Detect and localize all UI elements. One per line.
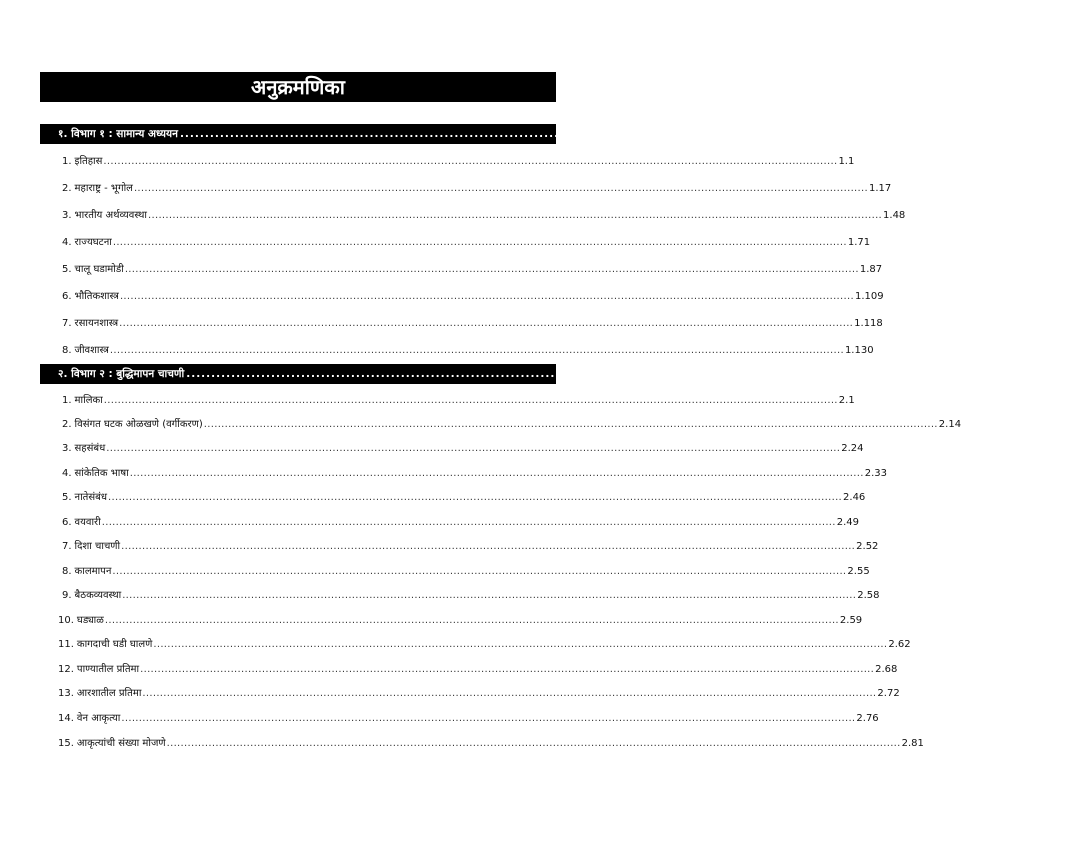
- entry-page: 1.17: [868, 183, 892, 194]
- entry-page: 1.48: [883, 210, 906, 221]
- entry-label: बैठकव्यवस्था: [74, 590, 122, 601]
- toc-entry[interactable]: [62, 418, 962, 432]
- entry-label: कागदाची घडी घालणे: [76, 639, 153, 650]
- toc-entry[interactable]: [58, 638, 911, 652]
- section-pages: 2.1 – 2.84: [1026, 368, 1079, 380]
- leader-dots: [112, 565, 846, 579]
- toc-entry[interactable]: [58, 737, 924, 751]
- entry-page: 2.33: [864, 468, 887, 479]
- toc-entry[interactable]: [62, 209, 906, 223]
- toc-entry[interactable]: [62, 182, 892, 196]
- leader-dots: [125, 263, 859, 277]
- entry-label: जीवशास्त्र: [74, 345, 109, 356]
- entry-label: पाण्यातील प्रतिमा: [76, 664, 140, 675]
- entry-number: 14.: [58, 713, 74, 724]
- entry-page: 1.109: [854, 291, 884, 302]
- toc-entry[interactable]: [62, 290, 884, 304]
- section-title: २. विभाग २ : बुद्धिमापन चाचणी: [58, 368, 185, 380]
- toc-entry[interactable]: [62, 394, 855, 408]
- leader-dots: [110, 344, 844, 358]
- toc-entry[interactable]: [62, 589, 880, 603]
- entry-number: 11.: [58, 639, 74, 650]
- leader-dots: [180, 124, 1018, 144]
- entry-label: नातेसंबंध: [74, 492, 108, 503]
- leader-dots: [104, 394, 838, 408]
- section-header-1[interactable]: [40, 124, 1079, 144]
- entry-label: कालमापन: [74, 566, 112, 577]
- toc-entry[interactable]: [58, 614, 863, 628]
- entry-number: 2.: [62, 183, 72, 194]
- entry-label: भौतिकशास्त्र: [74, 291, 119, 302]
- entry-page: 1.130: [844, 345, 874, 356]
- entry-page: 1.87: [859, 264, 883, 275]
- entry-page: 2.72: [877, 688, 900, 699]
- entry-number: 4.: [62, 468, 72, 479]
- entry-number: 1.: [62, 395, 72, 406]
- entry-label: वेन आकृत्या: [76, 713, 121, 724]
- toc-entry[interactable]: [62, 540, 879, 554]
- entry-page: 2.76: [856, 713, 879, 724]
- leader-dots: [142, 687, 876, 701]
- page-title: अनुक्रमणिका: [40, 72, 556, 102]
- entry-page: 2.81: [901, 738, 924, 749]
- entry-page: 1.71: [847, 237, 871, 248]
- entry-number: 8.: [62, 345, 72, 356]
- leader-dots: [121, 540, 855, 554]
- leader-dots: [134, 182, 868, 196]
- entry-number: 6.: [62, 517, 72, 528]
- entry-label: मालिका: [74, 395, 103, 406]
- toc-entry[interactable]: [62, 442, 864, 456]
- entry-page: 2.55: [847, 566, 870, 577]
- leader-dots: [167, 737, 901, 751]
- leader-dots: [120, 290, 854, 304]
- leader-dots: [121, 712, 855, 726]
- entry-page: 1.118: [854, 318, 883, 329]
- leader-dots: [130, 467, 864, 481]
- entry-number: 6.: [62, 291, 72, 302]
- leader-dots: [148, 209, 882, 223]
- toc-entry[interactable]: [62, 467, 887, 481]
- entry-number: 2.: [62, 419, 72, 430]
- toc-entry[interactable]: [62, 263, 883, 277]
- entry-number: 5.: [62, 492, 72, 503]
- leader-dots: [140, 663, 874, 677]
- entry-label: इतिहास: [74, 156, 103, 167]
- toc-entry[interactable]: [62, 344, 874, 358]
- entry-page: 2.62: [888, 639, 911, 650]
- entry-number: 15.: [58, 738, 74, 749]
- entry-number: 3.: [62, 443, 72, 454]
- toc-entry[interactable]: [62, 565, 870, 579]
- section-pages: 1.1 – 1.150: [1020, 128, 1079, 140]
- entry-label: सांकेतिक भाषा: [74, 468, 129, 479]
- entry-number: 3.: [62, 210, 72, 221]
- entry-number: 7.: [62, 541, 72, 552]
- entry-label: भारतीय अर्थव्यवस्था: [74, 210, 148, 221]
- leader-dots: [204, 418, 938, 432]
- toc-entry[interactable]: [62, 236, 871, 250]
- leader-dots: [122, 589, 856, 603]
- leader-dots: [113, 236, 847, 250]
- toc-entry[interactable]: [62, 516, 860, 530]
- toc-entry[interactable]: [58, 712, 879, 726]
- toc-entry[interactable]: [62, 317, 883, 331]
- entry-label: राज्यघटना: [74, 237, 112, 248]
- toc-entry[interactable]: [62, 155, 855, 169]
- leader-dots: [108, 491, 842, 505]
- section-title: १. विभाग १ : सामान्य अध्ययन: [58, 128, 178, 140]
- entry-page: 2.14: [938, 419, 962, 430]
- entry-number: 4.: [62, 237, 72, 248]
- entry-number: 10.: [58, 615, 74, 626]
- entry-number: 7.: [62, 318, 72, 329]
- leader-dots: [105, 614, 839, 628]
- entry-number: 12.: [58, 664, 74, 675]
- leader-dots: [119, 317, 853, 331]
- entry-page: 2.59: [839, 615, 863, 626]
- entry-page: 2.52: [856, 541, 879, 552]
- toc-entry[interactable]: [58, 687, 900, 701]
- entry-label: आरशातील प्रतिमा: [76, 688, 142, 699]
- entry-number: 13.: [58, 688, 74, 699]
- entry-label: दिशा चाचणी: [74, 541, 121, 552]
- entry-page: 2.49: [836, 517, 860, 528]
- section-header-2[interactable]: [40, 364, 1079, 384]
- entry-label: रसायनशास्त्र: [74, 318, 119, 329]
- leader-dots: [102, 516, 836, 530]
- entry-number: 8.: [62, 566, 72, 577]
- entry-page: 2.46: [843, 492, 866, 503]
- toc-entry[interactable]: [62, 491, 866, 505]
- entry-number: 5.: [62, 264, 72, 275]
- entry-number: 9.: [62, 590, 72, 601]
- entry-label: आकृत्यांची संख्या मोजणे: [76, 738, 166, 749]
- entry-label: सहसंबंध: [74, 443, 106, 454]
- entry-page: 2.24: [841, 443, 864, 454]
- leader-dots: [103, 155, 837, 169]
- entry-label: महाराष्ट्र - भूगोल: [74, 183, 133, 194]
- entry-page: 2.58: [857, 590, 880, 601]
- toc-entry[interactable]: [58, 663, 898, 677]
- entry-label: वयवारी: [74, 517, 101, 528]
- leader-dots: [106, 442, 840, 456]
- entry-page: 2.1: [838, 395, 855, 406]
- entry-page: 2.68: [875, 664, 898, 675]
- leader-dots: [186, 364, 1024, 384]
- entry-label: चालू घडामोडी: [74, 264, 124, 275]
- entry-page: 1.1: [838, 156, 855, 167]
- entry-number: 1.: [62, 156, 72, 167]
- entry-label: विसंगत घटक ओळखणे (वर्गीकरण): [74, 419, 203, 430]
- leader-dots: [153, 638, 887, 652]
- entry-label: घड्याळ: [76, 615, 104, 626]
